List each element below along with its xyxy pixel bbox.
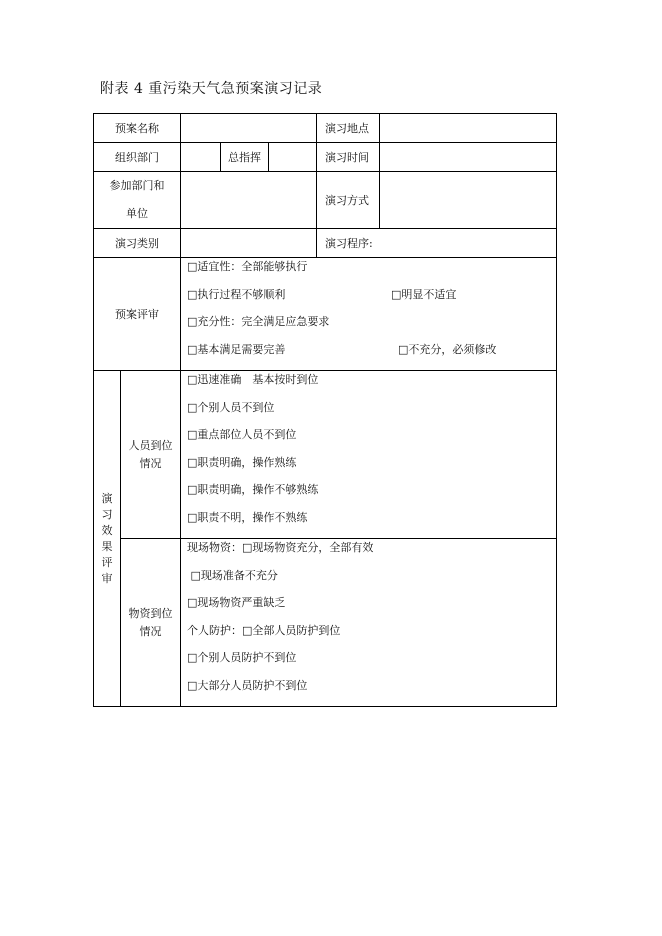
materials-option[interactable]: □现场准备不充分 [187,568,278,582]
org-dept-label: 组织部门 [94,143,181,172]
personnel-option[interactable]: □职责不明，操作不熟练 [187,510,308,524]
option-text-right[interactable]: □明显不适宜 [391,287,457,301]
materials-option[interactable]: □个别人员防护不到位 [187,651,297,664]
personnel-label-line1: 人员到位 [128,438,173,452]
personnel-option[interactable]: □职责明确，操作不够熟练 [187,483,319,496]
plan-name-label: 预案名称 [94,114,181,143]
personnel-label [121,371,181,539]
location-field[interactable] [380,114,557,143]
effect-review-char: 果 [101,539,113,553]
effect-review-char: 习 [101,507,113,521]
plan-name-field[interactable] [181,114,317,143]
time-field[interactable] [380,143,557,172]
plan-review-label: 预案评审 [94,258,181,371]
drill-record-table [93,113,557,707]
option-text-right[interactable]: □不充分，必须修改 [398,342,497,356]
participants-label-line2: 单位 [126,207,148,220]
option-text: □执行过程不够顺利 [187,287,286,301]
materials-label-line2: 情况 [139,624,162,638]
plan-review-option[interactable] [187,343,556,371]
plan-review-option[interactable] [187,288,556,316]
materials-label [121,539,181,707]
category-label: 演习类别 [94,229,181,258]
category-field[interactable] [181,229,317,258]
personnel-option[interactable]: □重点部位人员不到位 [187,428,297,441]
personnel-options [181,371,557,539]
plan-review-options [181,258,557,371]
materials-option[interactable]: □现场物资严重缺乏 [187,596,286,609]
method-label: 演习方式 [317,172,380,229]
participants-label [94,172,181,229]
commander-field[interactable] [269,143,317,172]
org-dept-field[interactable] [181,143,221,172]
commander-label: 总指挥 [221,143,269,172]
plan-review-option[interactable] [187,260,556,288]
procedure-label: 演习程序: [317,229,557,258]
option-text: □适宜性：全部能够执行 [187,260,308,273]
personnel-option[interactable]: □个别人员不到位 [187,400,275,414]
materials-option[interactable]: 个人防护：□全部人员防护到位 [187,623,341,637]
method-field[interactable] [380,172,557,229]
effect-review-char: 审 [101,571,113,585]
effect-review-char: 评 [101,555,113,569]
materials-options [181,539,557,707]
time-label: 演习时间 [317,143,380,172]
materials-option[interactable]: □大部分人员防护不到位 [187,678,308,692]
effect-review-label [94,371,121,707]
materials-option[interactable]: 现场物资：□现场物资充分，全部有效 [187,541,374,554]
participants-label-line1: 参加部门和 [109,179,165,192]
effect-review-char: 效 [101,523,113,537]
document-title: 附表 4 重污染天气急预案演习记录 [100,81,323,97]
personnel-option[interactable]: □迅速准确 基本按时到位 [187,373,319,386]
option-text: □充分性：完全满足应急要求 [187,315,330,328]
location-label: 演习地点 [317,114,380,143]
effect-review-char: 演 [101,491,113,505]
personnel-option[interactable]: □职责明确，操作熟练 [187,455,297,469]
materials-label-line1: 物资到位 [128,606,173,620]
personnel-label-line2: 情况 [139,456,162,470]
plan-review-option[interactable] [187,315,556,343]
option-text: □基本满足需要完善 [187,342,286,356]
participants-field[interactable] [181,172,317,229]
